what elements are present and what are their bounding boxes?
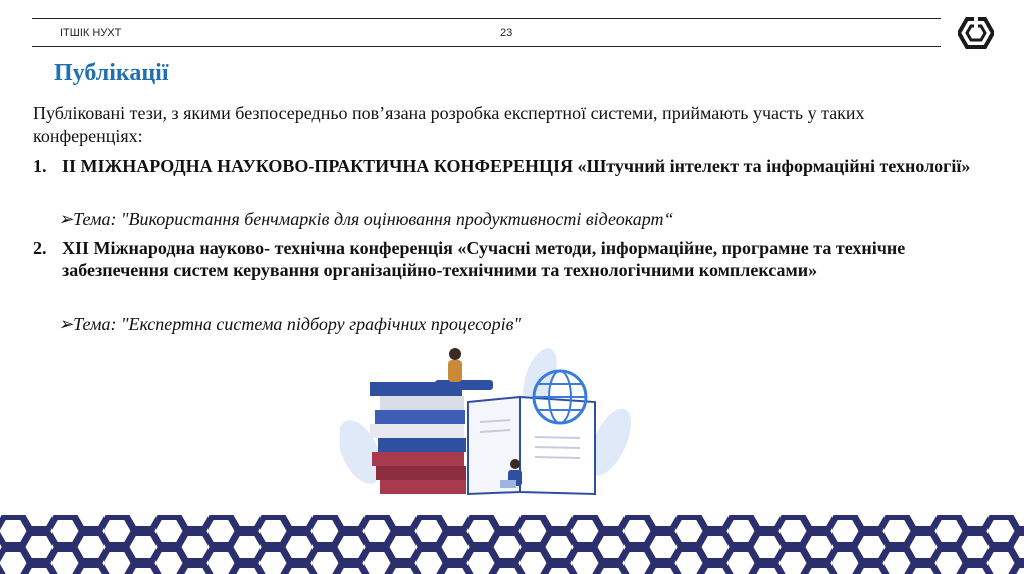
header-org: ІТШІК НУХТ [60, 27, 122, 39]
header-top-rule [32, 18, 941, 19]
intro-text: Публіковані тези, з якими безпосередньо пов’язана розробка експертної системи, приймають участь у таких конференціях: [33, 103, 865, 146]
conference-name: XII Міжнародна науково- технічна конференція «Сучасні методи, інформаційне, програмне та технічне забезпечення систем керування організаційно-технічними та технологічними комплексами» [62, 238, 906, 280]
conference-name: ІІ МІЖНАРОДНА НАУКОВО-ПРАКТИЧНА КОНФЕРЕНЦІЯ «Штучний інтелект та інформаційні технології» [62, 156, 971, 176]
list-number: 1. [33, 156, 47, 176]
list-item [33, 237, 973, 281]
list-number: 2. [33, 238, 47, 258]
hexagon-logo-icon [958, 17, 994, 49]
header-bottom-rule [32, 46, 941, 47]
topic-line: ➢Тема: "Використання бенчмарків для оцінювання продуктивності відеокарт“ [58, 209, 674, 229]
list-item [33, 155, 973, 177]
hexagon-pattern-footer [0, 515, 1024, 574]
topic-line: ➢Тема: "Експертна система підбору графічних процесорів" [58, 314, 522, 334]
page-number: 23 [500, 27, 513, 39]
books-and-globe-illustration [340, 342, 640, 502]
slide-title: Публікації [54, 60, 169, 86]
